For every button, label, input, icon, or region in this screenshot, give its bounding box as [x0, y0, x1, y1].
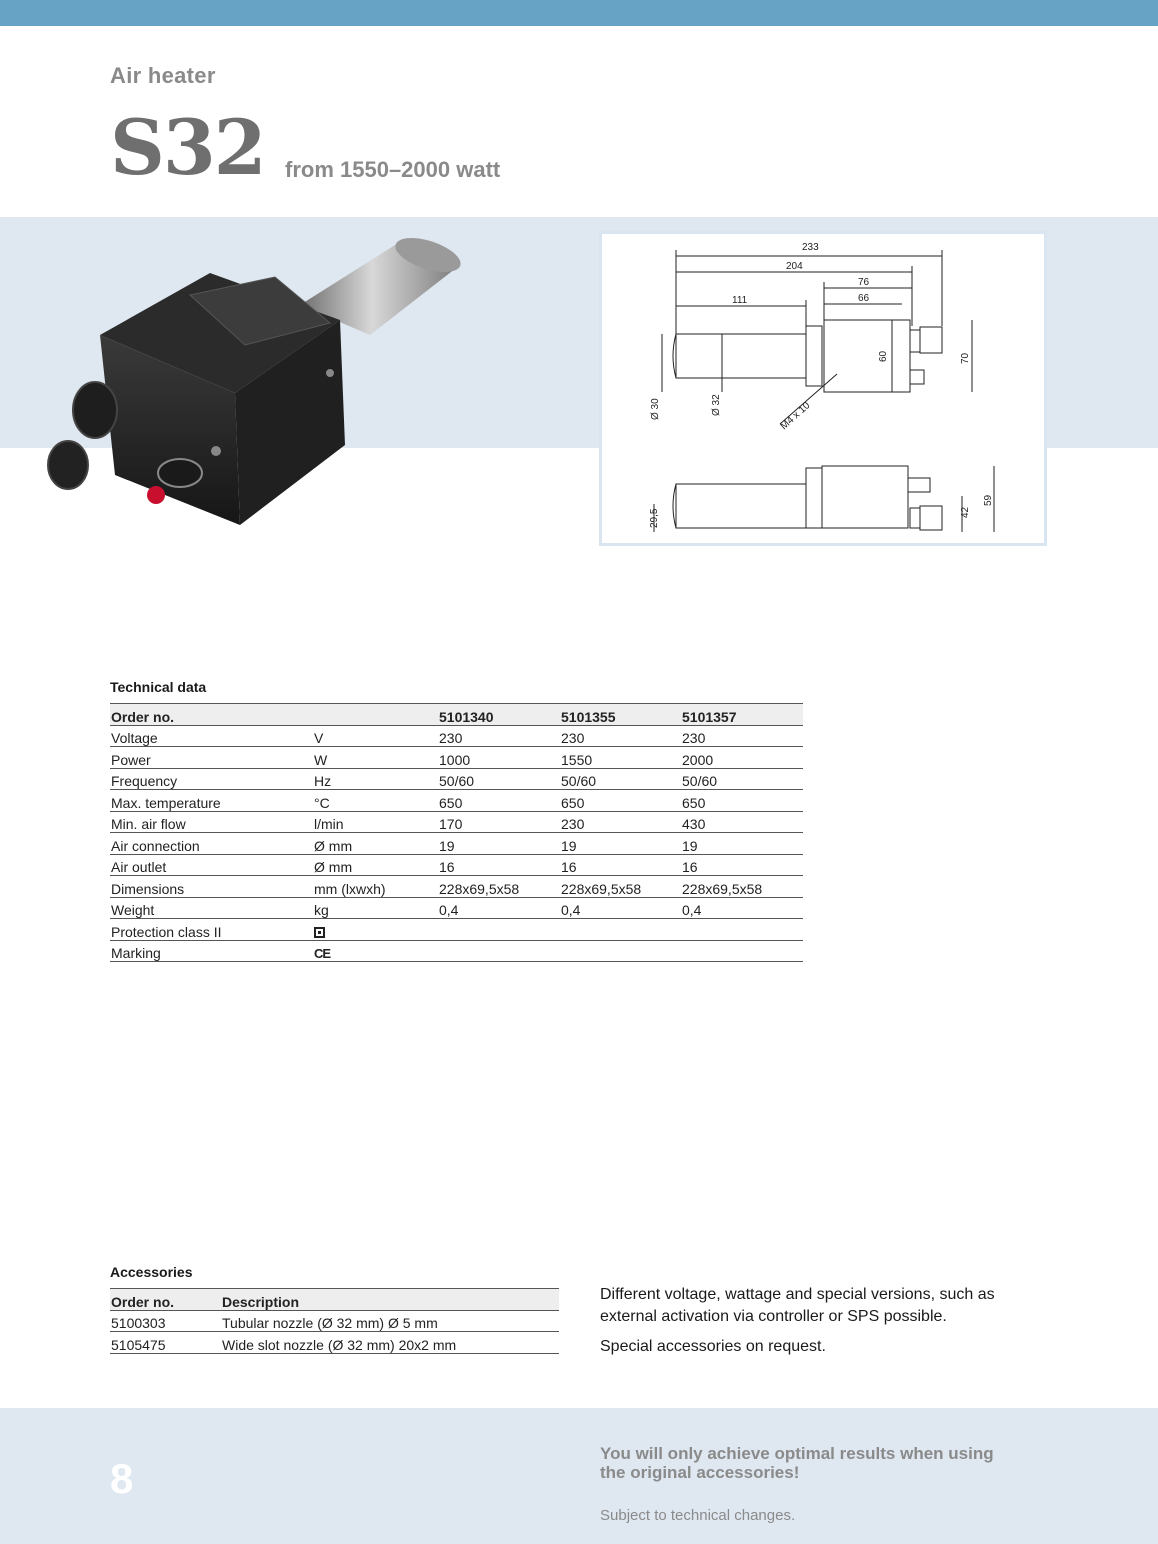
air-heater-photo [40, 225, 490, 545]
table-cell: mm (lxwxh) [313, 876, 438, 898]
dim-29-5: 29,5 [649, 508, 660, 528]
dim-233: 233 [802, 242, 819, 253]
table-row [110, 790, 803, 812]
table-row [110, 747, 803, 769]
table-cell [560, 940, 681, 962]
table-row [110, 811, 803, 833]
accessories-title: Accessories [110, 1264, 193, 1280]
table-cell: Max. temperature [110, 790, 313, 812]
protection-class-ii-icon [314, 927, 325, 938]
table-cell: 650 [438, 790, 560, 812]
table-cell: 1550 [560, 747, 681, 769]
column-header: 5101355 [560, 704, 681, 726]
table-cell: 0,4 [560, 897, 681, 919]
dim-70: 70 [960, 352, 971, 364]
table-cell: Ø mm [313, 833, 438, 855]
table-cell: Wide slot nozzle (Ø 32 mm) 20x2 mm [221, 1332, 559, 1354]
dim-59: 59 [983, 494, 994, 506]
dim-111: 111 [732, 295, 748, 306]
table-cell: Frequency [110, 768, 313, 790]
table-cell: 430 [681, 811, 803, 833]
table-cell [313, 919, 438, 941]
table-cell: Air connection [110, 833, 313, 855]
table-cell: 19 [681, 833, 803, 855]
table-cell: 228x69,5x58 [560, 876, 681, 898]
table-cell: kg [313, 897, 438, 919]
table-row [110, 854, 803, 876]
table-cell: Weight [110, 897, 313, 919]
column-header: 5101357 [681, 704, 803, 726]
table-cell: 650 [560, 790, 681, 812]
table-row [110, 919, 803, 941]
table-cell: l/min [313, 811, 438, 833]
table-row [110, 768, 803, 790]
column-header: Order no. [110, 1289, 221, 1311]
table-cell: 5105475 [110, 1332, 221, 1354]
product-category: Air heater [110, 63, 216, 88]
technical-data-title: Technical data [110, 679, 207, 695]
table-cell: 230 [438, 725, 560, 747]
dim-76: 76 [858, 277, 870, 288]
table-cell: 50/60 [560, 768, 681, 790]
table-cell: 2000 [681, 747, 803, 769]
table-cell: 16 [438, 854, 560, 876]
table-cell: 170 [438, 811, 560, 833]
table-cell: 0,4 [438, 897, 560, 919]
table-cell: V [313, 725, 438, 747]
table-cell: Air outlet [110, 854, 313, 876]
technical-data-table [110, 703, 803, 962]
dim-dia-32: Ø 32 [711, 394, 722, 416]
table-cell: 16 [560, 854, 681, 876]
table-cell: Ø mm [313, 854, 438, 876]
table-cell: 0,4 [681, 897, 803, 919]
column-header: 5101340 [438, 704, 560, 726]
table-cell: Min. air flow [110, 811, 313, 833]
versions-note: Different voltage, wattage and special versions, such as external activation via controller or SPS possible. [600, 1286, 995, 1325]
column-header: Order no. [110, 704, 313, 726]
special-accessories-note: Special accessories on request. [600, 1338, 826, 1355]
dim-204: 204 [786, 261, 803, 272]
footer-disclaimer: Subject to technical changes. [600, 1507, 796, 1524]
table-cell: Protection class II [110, 919, 313, 941]
table-cell: 50/60 [438, 768, 560, 790]
table-cell: Voltage [110, 725, 313, 747]
table-cell: Marking [110, 940, 313, 962]
table-cell [560, 919, 681, 941]
dim-42: 42 [960, 506, 971, 518]
table-row [110, 876, 803, 898]
table-cell: 16 [681, 854, 803, 876]
table-cell: 228x69,5x58 [438, 876, 560, 898]
table-header-row [110, 1289, 559, 1311]
table-row [110, 1332, 559, 1354]
table-cell: Tubular nozzle (Ø 32 mm) Ø 5 mm [221, 1310, 559, 1332]
dim-m4x10: M4 x 10 [778, 400, 813, 433]
table-cell [681, 919, 803, 941]
table-row [110, 725, 803, 747]
accessories-table [110, 1288, 559, 1354]
dim-66: 66 [858, 293, 870, 304]
table-cell [313, 940, 438, 962]
table-cell: 228x69,5x58 [681, 876, 803, 898]
table-cell [681, 940, 803, 962]
table-header-row [110, 704, 803, 726]
table-cell: Hz [313, 768, 438, 790]
ce-mark-icon: CE [314, 946, 331, 961]
column-header [313, 704, 438, 726]
table-cell: 1000 [438, 747, 560, 769]
footer-slogan: You will only achieve optimal results when using the original accessories! [600, 1444, 994, 1482]
dimension-drawing [599, 231, 1047, 546]
table-cell: 19 [560, 833, 681, 855]
page-number: 8 [110, 1455, 134, 1502]
model-name: S32 [110, 103, 265, 192]
table-row [110, 1310, 559, 1332]
wattage-subtitle: from 1550–2000 watt [285, 157, 501, 182]
table-cell: 230 [560, 725, 681, 747]
table-cell: Power [110, 747, 313, 769]
table-row [110, 897, 803, 919]
top-color-bar [0, 0, 1158, 26]
table-cell [438, 919, 560, 941]
table-row [110, 833, 803, 855]
table-cell: 19 [438, 833, 560, 855]
table-cell: W [313, 747, 438, 769]
table-cell: Dimensions [110, 876, 313, 898]
table-cell: 650 [681, 790, 803, 812]
dim-60: 60 [878, 350, 889, 362]
table-cell: 230 [560, 811, 681, 833]
table-row [110, 940, 803, 962]
column-header: Description [221, 1289, 559, 1311]
table-cell: 5100303 [110, 1310, 221, 1332]
table-cell: 230 [681, 725, 803, 747]
table-cell: 50/60 [681, 768, 803, 790]
table-cell [438, 940, 560, 962]
dim-dia-30: Ø 30 [650, 398, 661, 420]
table-cell: °C [313, 790, 438, 812]
